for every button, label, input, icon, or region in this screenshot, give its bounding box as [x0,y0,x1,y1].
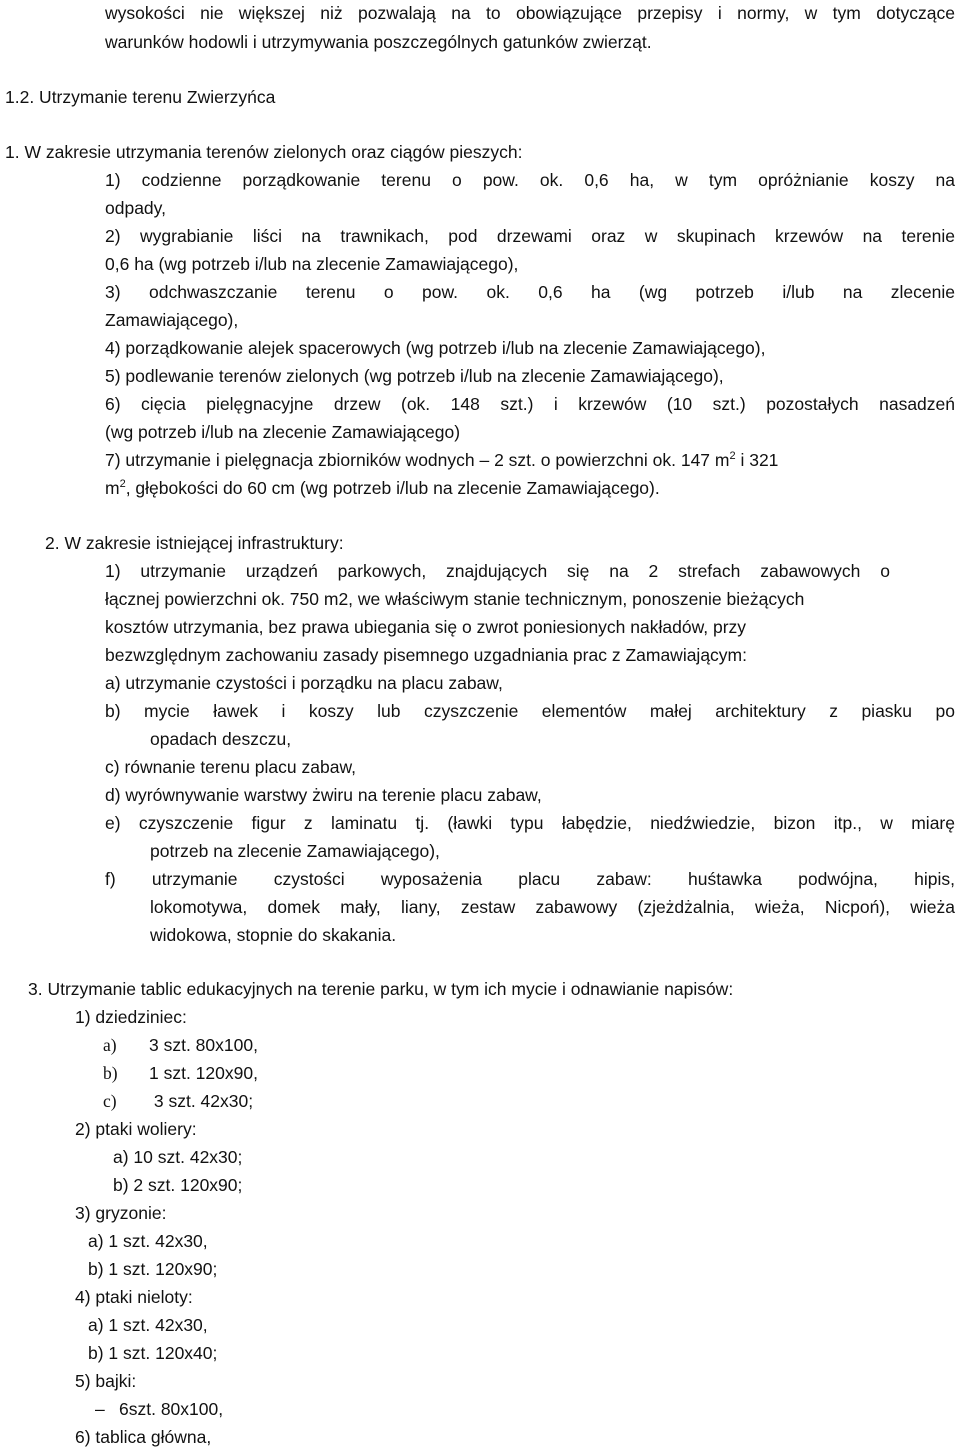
list-item: b) 1 szt. 120x40; [88,1343,218,1363]
list-item [103,1062,258,1084]
list-item-text: 7) utrzymanie i pielęgnacja zbiorników wodnych – 2 szt. o powierzchni ok. 147 m [105,450,730,470]
list-item: b) mycie ławek i koszy lub czyszczenie elementów małej architektury z piasku po [105,701,955,721]
list-item: Zamawiającego), [105,310,239,330]
list-heading: 2. W zakresie istniejącej infrastruktury: [45,533,344,553]
list-item: odpady, [105,198,166,218]
list-item: 4) ptaki nieloty: [75,1287,193,1307]
list-item-text: m [105,478,120,498]
list-item: 3) gryzonie: [75,1203,167,1223]
list-item: 1) codzienne porządkowanie terenu o pow. ok. 0,6 ha, w tym opróżnianie koszy na [105,170,955,190]
list-heading: 3. Utrzymanie tablic edukacyjnych na terenie parku, w tym ich mycie i odnawianie napisów: [28,979,734,999]
list-item: 3) odchwaszczanie terenu o pow. ok. 0,6 ha (wg potrzeb i/lub na zlecenie [105,282,955,302]
list-item: 6) cięcia pielęgnacyjne drzew (ok. 148 szt.) i krzewów (10 szt.) pozostałych nasadzeń [105,394,955,414]
intro-line: warunków hodowli i utrzymywania poszczególnych gatunków zwierząt. [105,32,652,52]
list-item: c) równanie terenu placu zabaw, [105,757,356,777]
list-item-text: 3 szt. 80x100, [149,1035,258,1055]
list-item: 2) wygrabianie liści na trawnikach, pod drzewami oraz w skupinach krzewów na terenie [105,226,955,246]
list-item: a) 1 szt. 42x30, [88,1231,208,1251]
section-heading: 1.2. Utrzymanie terenu Zwierzyńca [5,87,276,107]
list-item: e) czyszczenie figur z laminatu tj. (ławki typu łabędzie, niedźwiedzie, bizon itp., w miarę [105,813,955,833]
list-item-text: 1 szt. 120x90, [149,1063,258,1083]
list-marker: c) [103,1091,117,1111]
list-item: potrzeb na zlecenie Zamawiającego), [150,841,440,861]
list-item [105,477,660,499]
list-item: bezwzględnym zachowaniu zasady pisemnego uzgadniania prac z Zamawiającym: [105,645,747,665]
list-item: (wg potrzeb i/lub na zlecenie Zamawiającego) [105,422,461,442]
superscript: 2 [729,450,736,462]
list-item-text: 6szt. 80x100, [119,1399,224,1419]
list-item: f) utrzymanie czystości wyposażenia placu zabaw: huśtawka podwójna, hipis, [105,869,955,889]
superscript: 2 [119,478,126,490]
list-item: kosztów utrzymania, bez prawa ubiegania się o zwrot poniesionych nakładów, przy [105,617,747,637]
list-item: 5) bajki: [75,1371,137,1391]
list-item: b) 1 szt. 120x90; [88,1259,218,1279]
list-item: 6) tablica główna, [75,1427,212,1447]
list-item-text: , głębokości do 60 cm (wg potrzeb i/lub na zlecenie Zamawiającego). [125,478,660,498]
list-marker: a) [103,1035,117,1055]
list-item: a) 1 szt. 42x30, [88,1315,208,1335]
list-item: 5) podlewanie terenów zielonych (wg potrzeb i/lub na zlecenie Zamawiającego), [105,366,724,386]
list-item: d) wyrównywanie warstwy żwiru na terenie placu zabaw, [105,785,542,805]
list-item: 2) ptaki woliery: [75,1119,197,1139]
list-item: a) utrzymanie czystości i porządku na placu zabaw, [105,673,503,693]
list-item: 4) porządkowanie alejek spacerowych (wg potrzeb i/lub na zlecenie Zamawiającego), [105,338,766,358]
list-item: 1) dziedziniec: [75,1007,187,1027]
list-item-text: i 321 [735,450,779,470]
list-item [105,449,955,471]
intro-line: wysokości nie większej niż pozwalają na to obowiązujące przepisy i normy, w tym dotyczące [105,3,955,23]
list-item: widokowa, stopnie do skakania. [150,925,397,945]
list-item-text: 3 szt. 42x30; [149,1091,254,1111]
list-item [103,1090,253,1112]
list-item: opadach deszczu, [150,729,292,749]
dash-marker: – [95,1399,105,1419]
list-item: łącznej powierzchni ok. 750 m2, we właściwym stanie technicznym, ponoszenie bieżących [105,589,805,609]
list-item: b) 2 szt. 120x90; [113,1175,243,1195]
list-item: lokomotywa, domek mały, liany, zestaw zabawowy (zjeżdżalnia, wieża, Nicpoń), wieża [150,897,955,917]
list-item [103,1034,258,1056]
list-marker: b) [103,1063,118,1083]
list-item: 1) utrzymanie urządzeń parkowych, znajdujących się na 2 strefach zabawowych o [105,561,890,581]
list-item: a) 10 szt. 42x30; [113,1147,243,1167]
list-heading: 1. W zakresie utrzymania terenów zielonych oraz ciągów pieszych: [5,142,523,162]
list-item [95,1398,223,1420]
list-item: 0,6 ha (wg potrzeb i/lub na zlecenie Zamawiającego), [105,254,519,274]
